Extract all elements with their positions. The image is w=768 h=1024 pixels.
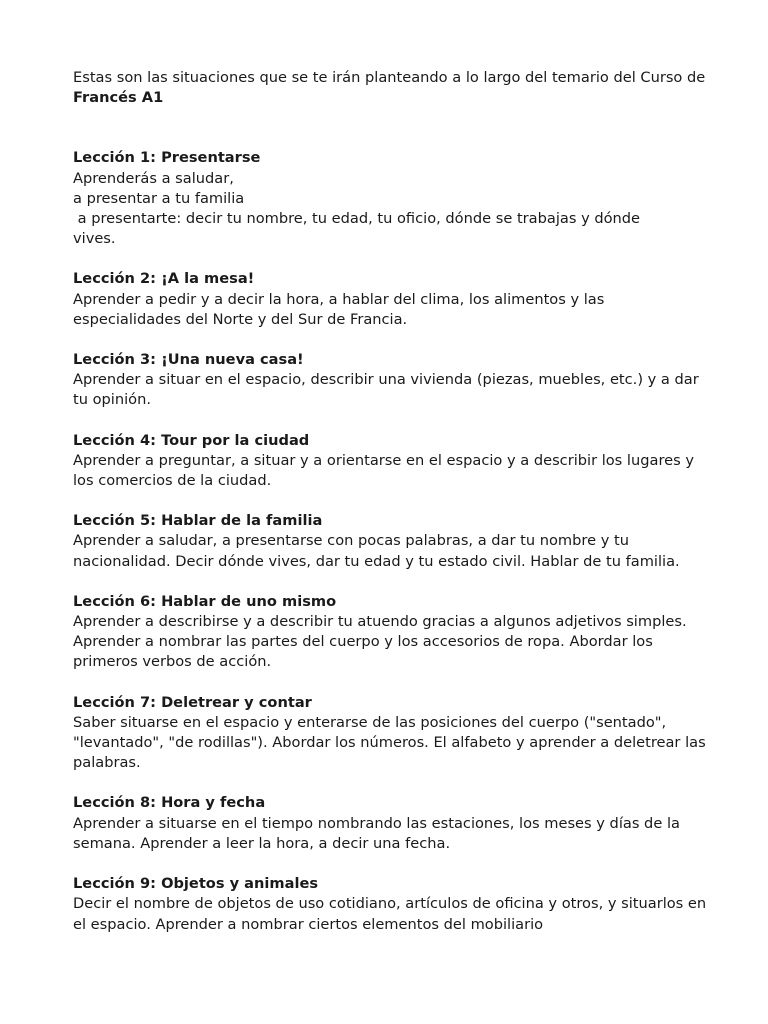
lesson-title: Lección 6: Hablar de uno mismo <box>73 592 337 610</box>
lesson-8 <box>73 793 708 854</box>
lesson-body: Decir el nombre de objetos de uso cotidiano, artículos de oficina y otros, y situarlos en el espacio. Aprender a nombrar ciertos elementos del mobiliario <box>73 895 707 933</box>
lesson-body: Aprender a situar en el espacio, describir una vivienda (piezas, muebles, etc.) y a dar tu opinión. <box>73 371 699 409</box>
lesson-1 <box>73 148 708 249</box>
lesson-line: Aprenderás a saludar, <box>73 169 234 187</box>
lesson-body: Aprender a situarse en el tiempo nombrando las estaciones, los meses y días de la semana. Aprender a leer la hora, a decir una fecha. <box>73 814 680 852</box>
lesson-title: Lección 7: Deletrear y contar <box>73 693 312 711</box>
lesson-body: Aprender a preguntar, a situar y a orientarse en el espacio y a describir los lugares y los comercios de la ciudad. <box>73 451 694 490</box>
lesson-line: a presentar a tu familia <box>73 189 245 207</box>
lesson-body: Aprender a saludar, a presentarse con pocas palabras, a dar tu nombre y tu nacionalidad. Decir dónde vives, dar tu edad y tu estado civil. Hablar de tu familia. <box>73 532 680 570</box>
lesson-2 <box>73 269 708 330</box>
lesson-title: Lección 9: Objetos y animales <box>73 875 319 893</box>
lesson-body: Saber situarse en el espacio y enterarse de las posiciones del cuerpo ("sentado", "levantado", "de rodillas"). Abordar los números. El alfabeto y aprender a deletrear las palabras. <box>73 713 706 772</box>
lesson-title: Lección 1: Presentarse <box>73 149 261 167</box>
lesson-5 <box>73 511 708 572</box>
lesson-7 <box>73 693 708 774</box>
lesson-6 <box>73 592 708 673</box>
lesson-title: Lección 2: ¡A la mesa! <box>73 270 255 288</box>
lesson-3 <box>73 350 708 411</box>
lesson-body: Aprender a pedir y a decir la hora, a hablar del clima, los alimentos y las especialidades del Norte y del Sur de Francia. <box>73 290 605 328</box>
lesson-title: Lección 4: Tour por la ciudad <box>73 431 310 449</box>
intro-paragraph <box>73 68 708 108</box>
course-name: Francés A1 <box>73 89 164 107</box>
lesson-line: vives. <box>73 230 116 248</box>
lesson-line: a presentarte: decir tu nombre, tu edad, tu oficio, dónde se trabajas y dónde <box>73 210 641 228</box>
lesson-4 <box>73 431 708 492</box>
lesson-title: Lección 5: Hablar de la familia <box>73 512 323 530</box>
intro-text: Estas son las situaciones que se te irán planteando a lo largo del temario del Curso de <box>73 69 706 86</box>
lesson-9 <box>73 874 708 935</box>
lesson-body: Aprender a describirse y a describir tu atuendo gracias a algunos adjetivos simples. Aprender a nombrar las partes del cuerpo y los accesorios de ropa. Abordar los primeros verbos de acción. <box>73 613 687 671</box>
lesson-title: Lección 3: ¡Una nueva casa! <box>73 351 304 369</box>
lesson-title: Lección 8: Hora y fecha <box>73 794 266 812</box>
